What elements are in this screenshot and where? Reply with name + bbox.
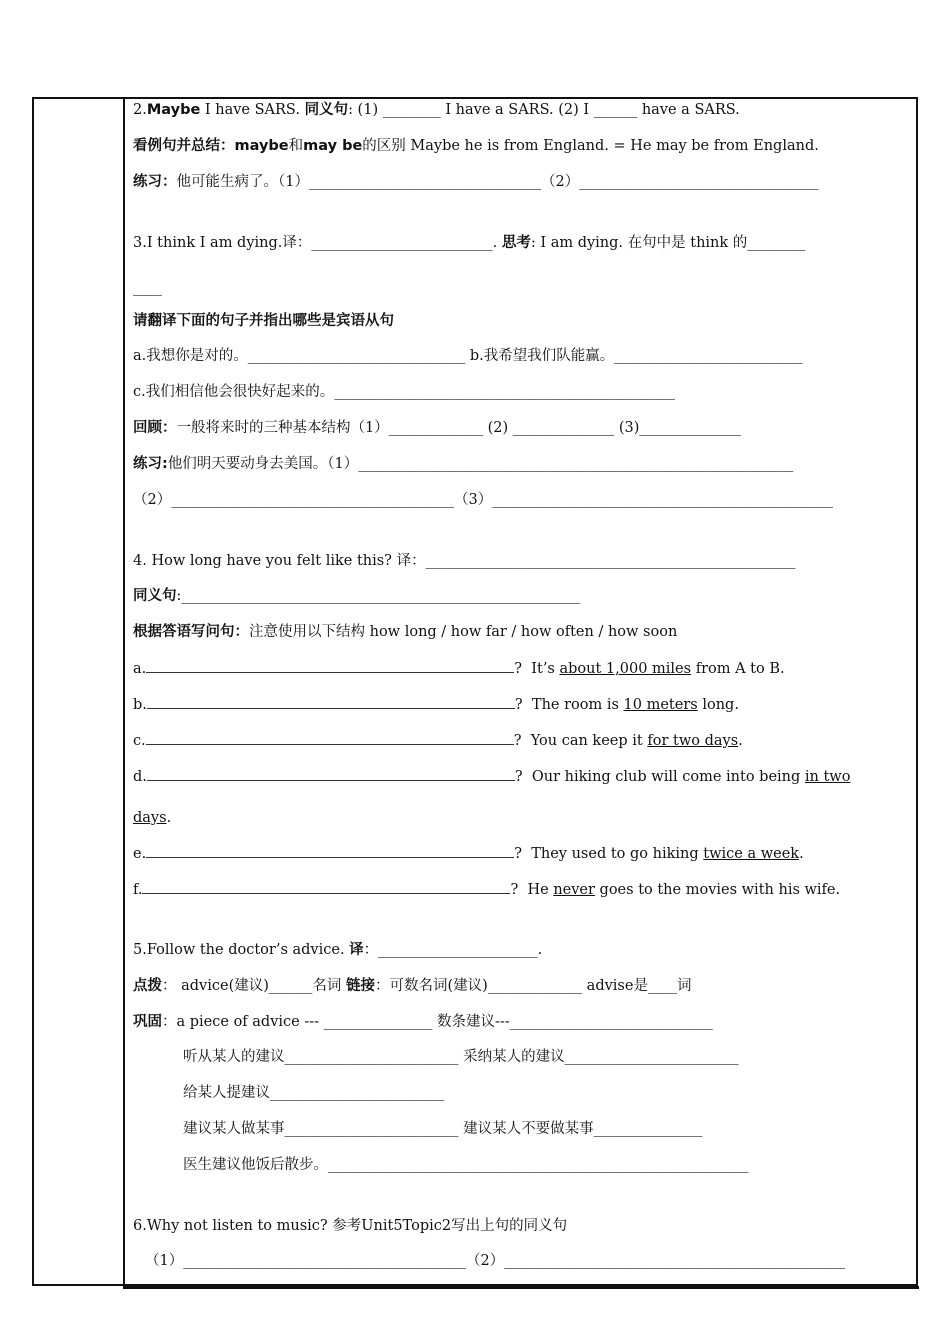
answer-blank[interactable]: [147, 694, 515, 709]
q4-item-d: d. ? Our hiking club will come into being in two: [133, 766, 850, 787]
q3-think-label: 思考: [501, 235, 531, 251]
q3-practice-label: 练习:: [133, 456, 168, 472]
q3-item-c: c.我们相信他会很快好起来的。_______________________________________________: [133, 384, 675, 400]
q4-item-answer-end: goes to the movies with his wife.: [594, 882, 841, 898]
q2-number: 2.: [133, 102, 147, 118]
q4-item-underlined: about 1,000 miles: [559, 661, 692, 677]
q3-review-label: 回顾：: [133, 420, 177, 436]
q5-tip-text: ： advice(建议)______名词: [162, 978, 346, 994]
q4-item-answer-end: .: [799, 846, 804, 862]
answer-blank[interactable]: [142, 879, 510, 894]
q5-tip-label: 点拨: [133, 978, 162, 994]
answer-blank[interactable]: [146, 730, 514, 745]
q2-summary-may-be: may be: [303, 138, 363, 154]
q4-line1: 4. How long have you felt like this? 译：___________________________________________________: [133, 553, 796, 569]
answer-blank[interactable]: [147, 766, 515, 781]
q5-consolidate: [133, 1012, 713, 1032]
q4-item-answer-end: .: [166, 810, 172, 826]
q4-synonym: [133, 586, 580, 606]
q5-line1: [133, 940, 542, 960]
q2-synonym-blanks: : (1) ________ I have a SARS. (2) I ______ have a SARS.: [348, 102, 740, 118]
q4-item-d-continuation: [133, 808, 171, 828]
q5-phrase-3: 建议某人做某事________________________ 建议某人不要做某事_______________: [183, 1121, 703, 1137]
answer-blank[interactable]: [146, 658, 514, 673]
q4-synonym-label: 同义句: [133, 588, 177, 604]
q5-phrase-2: 给某人提建议________________________: [183, 1085, 444, 1101]
q2-summary-text: 的区别 Maybe he is from England. = He may be from England.: [362, 138, 819, 154]
q4-item-letter: d.: [133, 769, 147, 785]
q2-line3: [133, 172, 818, 192]
q4-synonym-blank: :_______________________________________________________: [176, 588, 581, 604]
q2-line2: [133, 136, 819, 156]
q2-line1: [133, 100, 740, 120]
q3-practice: [133, 454, 793, 474]
q3-review-text: 一般将来时的三种基本结构（1）_____________ (2) ______________ (3)______________: [176, 420, 741, 436]
q4-item-underlined: in two: [804, 769, 851, 785]
q4-item-e: e. ? They used to go hiking twice a week.: [133, 843, 804, 864]
q4-item-letter: f.: [133, 882, 143, 898]
q3-think-text: : I am dying. 在句中是 think 的________: [530, 235, 806, 251]
q4-item-f: f. ? He never goes to the movies with his wife.: [133, 879, 840, 900]
q3-line1-continuation: ____: [133, 280, 162, 296]
q4-item-underlined: never: [553, 882, 595, 898]
q6-line1: 6.Why not listen to music? 参考Unit5Topic2写出上句的同义句: [133, 1218, 568, 1234]
q2-keyword: Maybe: [146, 102, 201, 118]
q2-practice-label: 练习：: [133, 174, 177, 190]
answer-blank[interactable]: [146, 843, 514, 858]
q5-phrase-1: 听从某人的建议________________________ 采纳某人的建议________________________: [183, 1049, 739, 1065]
q4-item-answer-end: from A to B.: [691, 661, 785, 677]
table-frame: [32, 97, 918, 1286]
q4-instruction-text: 注意使用以下结构 how long / how far / how often / how soon: [249, 624, 678, 640]
q5-link-text: ：可数名词(建议)_____________ advise是____词: [375, 978, 692, 994]
q4-item-underlined: twice a week: [703, 846, 800, 862]
q3-review: [133, 418, 741, 438]
q3-sentence: 3.I think I am dying.译：_________________________.: [133, 235, 502, 251]
q4-item-answer: The room is: [531, 697, 624, 713]
q4-item-answer-end: .: [738, 733, 743, 749]
q4-item-c: c. ? You can keep it for two days.: [133, 730, 743, 751]
q2-summary-label: 看例句并总结：maybe: [133, 138, 289, 154]
q5-translate-label: 译: [349, 942, 364, 958]
table-bottom-border: [123, 1286, 919, 1289]
q4-item-underlined: for two days: [647, 733, 739, 749]
q4-item-a: a. ? It’s about 1,000 miles from A to B.: [133, 658, 785, 679]
q6-line2: （1）_______________________________________（2）_______________________________________________: [145, 1253, 845, 1269]
q5-sentence: 5.Follow the doctor’s advice.: [133, 942, 350, 958]
q4-item-answer-end: long.: [697, 697, 739, 713]
q2-sentence: I have SARS.: [200, 102, 305, 118]
q2-practice-text: 他可能生病了。（1）________________________________（2）_________________________________: [176, 174, 819, 190]
q4-item-answer: He: [527, 882, 554, 898]
q2-summary-and: 和: [288, 138, 304, 154]
q5-phrase-4: 医生建议他饭后散步。__________________________________________________________: [183, 1157, 749, 1173]
q3-practice-line2: （2）_______________________________________（3）_______________________________________________: [133, 492, 833, 508]
q4-instruction: [133, 622, 677, 642]
q4-item-answer: Our hiking club will come into being: [531, 769, 805, 785]
q4-item-letter: b.: [133, 697, 147, 713]
q4-item-answer: They used to go hiking: [531, 846, 704, 862]
q3-practice-text: 他们明天要动身去美国。（1）____________________________________________________________: [167, 456, 794, 472]
q3-line1: [133, 233, 805, 253]
q2-synonym-label: 同义句: [304, 102, 349, 118]
q5-translate-blank: ：______________________.: [363, 942, 543, 958]
q5-consolidate-text: ：a piece of advice --- _______________ 数条建议---____________________________: [162, 1014, 713, 1030]
q4-item-answer: It’s: [531, 661, 560, 677]
q5-link-label: 链接: [346, 978, 375, 994]
column-divider: [123, 97, 125, 1288]
q3-item-a-b: a.我想你是对的。______________________________ b.我希望我们队能赢。__________________________: [133, 348, 803, 364]
q4-item-underlined: 10 meters: [623, 697, 698, 713]
q4-item-letter: e.: [133, 846, 147, 862]
q5-consolidate-label: 巩固: [133, 1014, 162, 1030]
q3-heading: 请翻译下面的句子并指出哪些是宾语从句: [133, 313, 394, 329]
q4-item-b: b. ? The room is 10 meters long.: [133, 694, 739, 715]
q4-instruction-label: 根据答语写问句：: [133, 624, 249, 640]
q4-item-answer: You can keep it: [530, 733, 648, 749]
q4-item-letter: a.: [133, 661, 147, 677]
q4-item-letter: c.: [133, 733, 146, 749]
q5-tip: [133, 976, 691, 996]
q4-item-underlined: days: [133, 810, 167, 826]
